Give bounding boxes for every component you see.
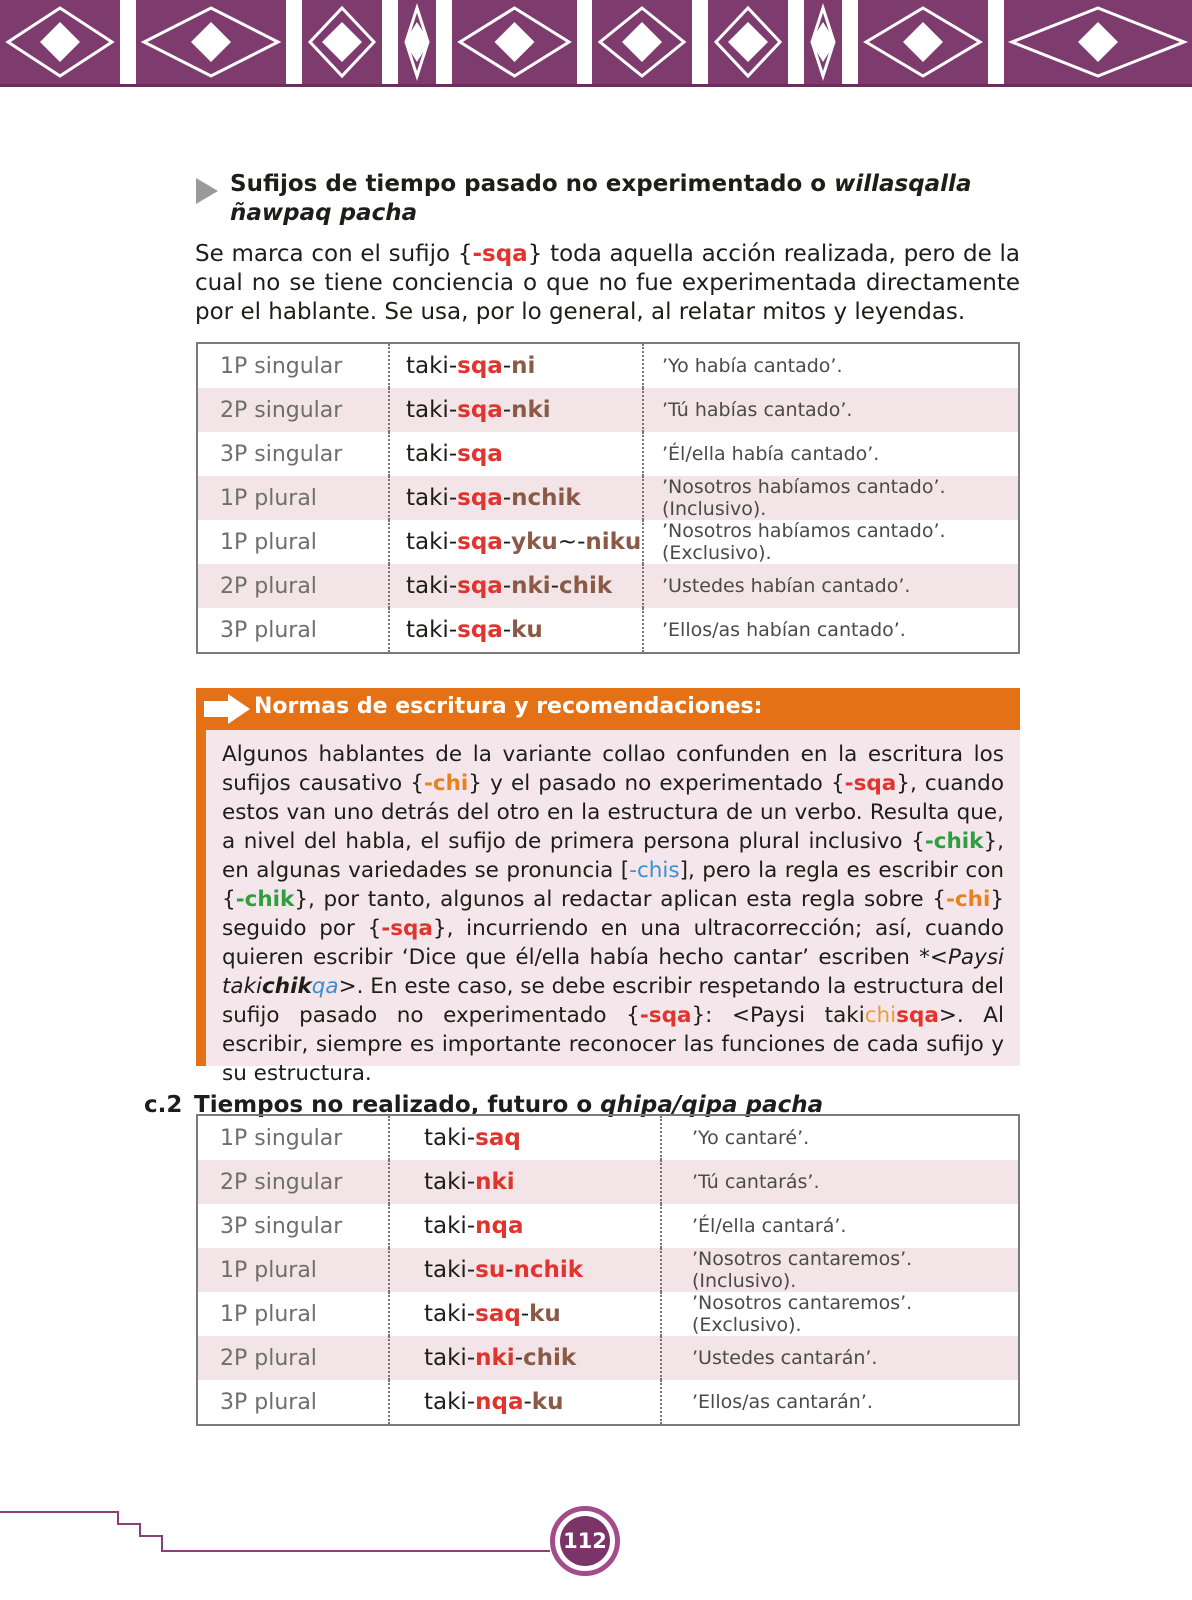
verb-form-cell: taki-sqa-yku~-niku xyxy=(389,520,643,564)
verb-form-cell: taki-su-nchik xyxy=(389,1248,661,1292)
gloss-cell: ’Nosotros cantaremos’. (Exclusivo). xyxy=(692,1292,913,1336)
intro-paragraph: Se marca con el sufijo {-sqa} toda aquella acción realizada, pero de la cual no se tiene conciencia o que no fue experimentada directamente por el hablante. Se usa, por lo general, al relatar mitos y leyendas. xyxy=(195,241,1020,325)
verb-form-cell: taki-sqa-nki xyxy=(389,388,643,432)
gloss-cell: ’Yo cantaré’. xyxy=(692,1127,810,1149)
verb-form-cell: taki-nqa xyxy=(389,1204,661,1248)
gloss-cell: ’Yo había cantado’. xyxy=(662,355,843,377)
verb-form-cell: taki-sqa-nki-chik xyxy=(389,564,643,608)
section-title: Sufijos de tiempo pasado no experimentado o willasqalla ñawpaq pacha xyxy=(230,171,972,226)
table-row xyxy=(197,343,1019,388)
gloss-cell: ’Ustedes habían cantado’. xyxy=(643,564,1019,608)
verb-form-cell: taki-nqa-ku xyxy=(389,1380,661,1425)
gloss-cell: ’Ellos/as cantarán’. xyxy=(692,1391,873,1413)
person-cell: 2P singular xyxy=(197,1160,389,1204)
gloss-cell: ’Ellos/as habían cantado’. xyxy=(662,619,906,641)
gloss-cell: ’Ustedes cantarán’. xyxy=(661,1336,1019,1380)
table-row xyxy=(197,520,1019,564)
table-row xyxy=(197,1380,1019,1425)
verb-form-cell: taki-saq-ku xyxy=(389,1292,661,1336)
gloss-cell: ’Él/ella había cantado’. xyxy=(662,443,880,465)
verb-form-cell: taki-sqa-nchik xyxy=(389,476,643,520)
person-cell: 3P singular xyxy=(197,432,389,476)
gloss-cell: ’Él/ella cantará’. xyxy=(692,1215,847,1237)
arrow-right-icon xyxy=(204,694,250,724)
person-cell: 2P plural xyxy=(197,1336,389,1380)
page-number-badge xyxy=(550,1506,620,1576)
page-number: 112 xyxy=(560,1516,610,1566)
person-cell: 1P plural xyxy=(197,1248,389,1292)
triangle-bullet-icon xyxy=(196,178,218,204)
note-body xyxy=(206,730,1020,1086)
person-cell: 1P singular xyxy=(197,343,389,388)
table-row xyxy=(197,388,1019,432)
verb-form-cell: taki-nki xyxy=(389,1160,661,1204)
person-cell: 1P plural xyxy=(197,1292,389,1336)
gloss-cell: ’Nosotros habíamos cantado’. (Exclusivo). xyxy=(662,520,946,564)
verb-form-cell: taki-sqa xyxy=(389,432,643,476)
decorative-banner xyxy=(0,0,1192,84)
writing-rules-box xyxy=(196,688,1020,1086)
textile-pattern-icon xyxy=(0,0,1192,84)
table-row xyxy=(197,476,1019,520)
table-row xyxy=(197,564,1019,608)
verb-form-cell: taki-sqa-ku xyxy=(389,608,643,653)
future-tense-table xyxy=(196,1114,1020,1426)
table-row xyxy=(197,1336,1019,1380)
person-cell: 2P plural xyxy=(197,564,389,608)
gloss-cell: ’Tú cantarás’. xyxy=(661,1160,1019,1204)
gloss-cell: ’Nosotros habíamos cantado’. (Inclusivo). xyxy=(643,476,1019,520)
subsection-heading: c.2 Tiempos no realizado, futuro o qhipa/qipa pacha xyxy=(144,1092,824,1118)
person-cell: 1P plural xyxy=(197,476,389,520)
table-row xyxy=(197,608,1019,653)
person-cell: 3P plural xyxy=(197,608,389,653)
note-side-bar xyxy=(196,730,206,1066)
verb-form-cell: taki-saq xyxy=(389,1115,661,1160)
gloss-cell: ’Tú habías cantado’. xyxy=(643,388,1019,432)
table-row xyxy=(197,1292,1019,1336)
verb-form-cell: taki-sqa-ni xyxy=(389,343,643,388)
banner-underline xyxy=(0,84,1192,87)
gloss-cell: ’Nosotros cantaremos’. (Inclusivo). xyxy=(661,1248,1019,1292)
table-row xyxy=(197,1115,1019,1160)
table-row xyxy=(197,1160,1019,1204)
person-cell: 3P singular xyxy=(197,1204,389,1248)
person-cell: 1P plural xyxy=(197,520,389,564)
past-tense-table xyxy=(196,342,1020,654)
table-row xyxy=(197,432,1019,476)
person-cell: 3P plural xyxy=(197,1380,389,1425)
person-cell: 2P singular xyxy=(197,388,389,432)
table-row xyxy=(197,1248,1019,1292)
verb-form-cell: taki-nki-chik xyxy=(389,1336,661,1380)
note-text: Algunos hablantes de la variante collao confunden en la escritura los sufijos causativo {-chi} y el pasado no experimentado {-sqa}, cuando estos van uno detrás del otro en la estructura de un verbo. Resulta que, a nivel del habla, el sufijo de primera persona plural inclusivo {-chik}, en algunas variedades se pronuncia [-chis], pero la regla es escribir con {-chik}, por tanto, algunos al redactar aplican esta regla sobre {-chi} seguido por {-sqa}, incurriendo en una ultracorrección; así, cuando quieren escribir ‘Dice que él/ella había hecho cantar’ escriben *<Paysi takichikqa>. En este caso, se debe escribir respetando la estructura del sufijo pasado no experimentado {-sqa}: <Paysi takichisqa>. Al escribir, siempre es importante reconocer las funciones de cada sufijo y su estructura. xyxy=(222,742,1004,1086)
note-header xyxy=(196,688,1020,730)
note-title: Normas de escritura y recomendaciones: xyxy=(254,694,763,719)
person-cell: 1P singular xyxy=(197,1115,389,1160)
table-row xyxy=(197,1204,1019,1248)
